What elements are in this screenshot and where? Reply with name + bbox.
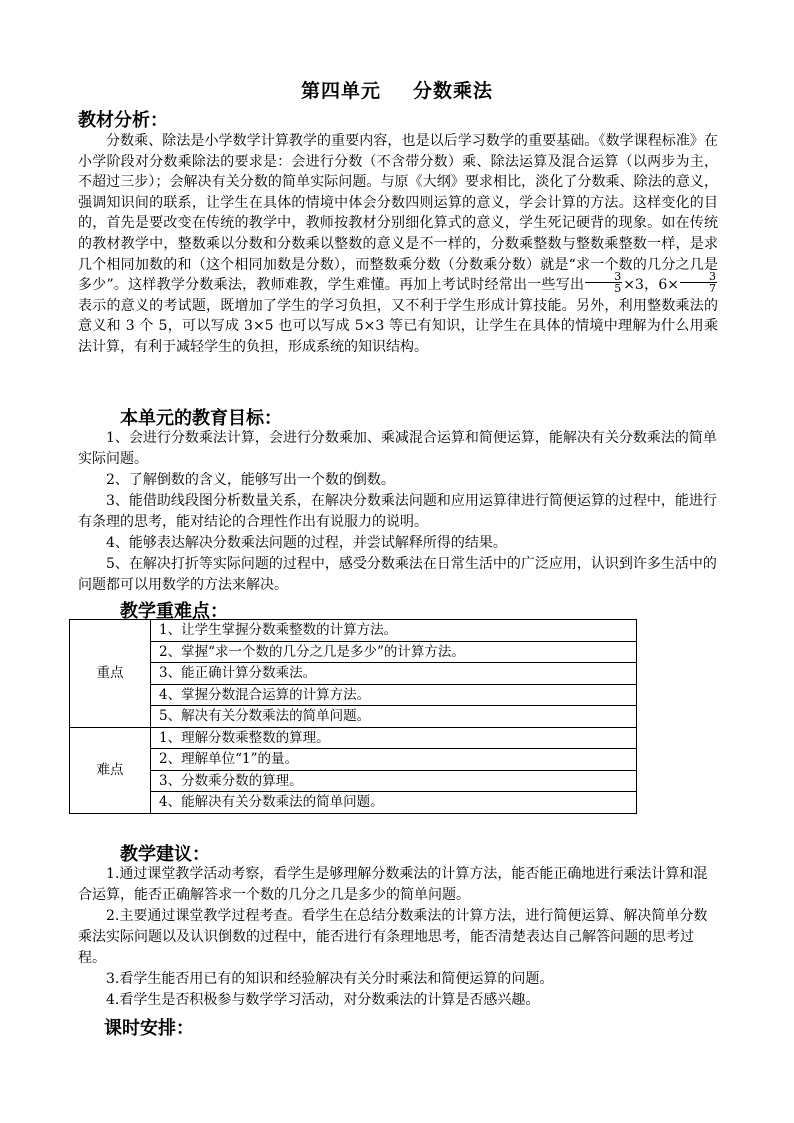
key-points-heading: 教学重难点： xyxy=(120,601,228,622)
table-row xyxy=(70,770,637,792)
table-row xyxy=(70,749,637,771)
key-points-table xyxy=(69,619,637,814)
fraction-three-fifths: $\frac{3}{5}$ xyxy=(585,271,622,294)
analysis-heading: 教材分析： xyxy=(78,110,168,131)
analysis-expression: ×3，6× xyxy=(623,277,679,294)
focus-item: 3、能正确计算分数乘法。 xyxy=(151,663,637,685)
goal-item-4: 4、能够表达解决分数乘法问题的过程，并尝试解释所得的结果。 xyxy=(106,535,507,551)
analysis-text-after: 表示的意义的考试题，既增加了学生的学习负担，又不利于学生形成计算技能。另外，利用整数乘法的意义和 3 个 5，可以写成 3×5 也可以写成 5×3 等已有知识，让学生在具体的情境中理解为什么用乘法计算，有利于减轻学生的负担，形成系统的知识结构。 xyxy=(78,297,718,355)
table-row xyxy=(70,792,637,814)
table-row xyxy=(70,641,637,663)
unit-label: 第四单元 xyxy=(300,80,381,102)
difficulty-item: 1、理解分数乘整数的算理。 xyxy=(151,727,637,749)
difficulty-item: 4、能解决有关分数乘法的简单问题。 xyxy=(151,792,637,814)
suggestion-item-2: 2.主要通过课堂教学过程考查。看学生在总结分数乘法的计算方法，进行简便运算、解决简单分数乘法实际问题以及认识倒数的过程中，能否进行有条理地思考，能否清楚表达自己解答问题的思考过程。 xyxy=(78,908,708,966)
goal-item-3: 3、能借助线段图分析数量关系，在解决分数乘法问题和应用运算律进行简便运算的过程中，能进行有条理的思考，能对结论的合理性作出有说服力的说明。 xyxy=(78,493,717,530)
table-row xyxy=(70,706,637,728)
suggestions-heading: 教学建议： xyxy=(120,844,210,865)
analysis-paragraph xyxy=(78,131,718,358)
analysis-text-main: 分数乘、除法是小学数学计算教学的重要内容，也是以后学习数学的重要基础。《数学课程标准》在小学阶段对分数乘除法的要求是：会进行分数（不含带分数）乘、除法运算及混合运算（以两步为主，不超过三步）；会解决有关分数的简单实际问题。与原《大纲》要求相比，淡化了分数乘、除法的意义，强调知识间的联系，让学生在具体的情境中体会分数四则运算的意义，学会计算的方法。这样变化的目的，首先是要改变在传统的教学中，教师按教材分别细化算式的意义，学生死记硬背的现象。如在传统的教材教学中，整数乘以分数和分数乘以整数的意义是不一样的，分数乘整数与整数乘整数一样，是求几个相同加数的和（这个相同加数是分数），而整数乘分数（分数乘分数）就是“求一个数的几分之几是多少”。这样教学分数乘法，教师难教，学生难懂。再加上考试时经常出一些写出 xyxy=(78,133,718,294)
goal-item-1: 1、会进行分数乘法计算，会进行分数乘加、乘减混合运算和简便运算，能解决有关分数乘法的简单实际问题。 xyxy=(78,430,717,467)
goals-heading: 本单元的教育目标： xyxy=(120,408,282,429)
page-title xyxy=(0,76,794,103)
difficulty-item: 2、理解单位“1”的量。 xyxy=(151,749,637,771)
suggestion-item-3: 3.看学生能否用已有的知识和经验解决有关分时乘法和简便运算的问题。 xyxy=(106,971,554,987)
table-row xyxy=(70,727,637,749)
difficulty-item: 3、分数乘分数的算理。 xyxy=(151,770,637,792)
focus-label: 重点 xyxy=(70,620,151,728)
goal-item-5: 5、在解决打折等实际问题的过程中，感受分数乘法在日常生活中的广泛应用，认识到许多生活中的问题都可以用数学的方法来解决。 xyxy=(78,556,717,593)
fraction-three-sevenths: $\frac{3}{7}$ xyxy=(680,271,717,294)
difficulty-label: 难点 xyxy=(70,727,151,813)
schedule-heading: 课时安排： xyxy=(104,1018,194,1039)
unit-topic: 分数乘法 xyxy=(413,80,494,102)
focus-item: 4、掌握分数混合运算的计算方法。 xyxy=(151,684,637,706)
table-row xyxy=(70,684,637,706)
goal-item-2: 2、了解倒数的含义，能够写出一个数的倒数。 xyxy=(106,472,395,488)
focus-item: 1、让学生掌握分数乘整数的计算方法。 xyxy=(151,620,637,642)
focus-item: 5、解决有关分数乘法的简单问题。 xyxy=(151,706,637,728)
suggestion-item-1: 1.通过课堂教学活动考察，看学生是够理解分数乘法的计算方法，能否能正确地进行乘法计算和混合运算，能否正确解答求一个数的几分之几是多少的简单问题。 xyxy=(78,866,708,903)
focus-item: 2、掌握“求一个数的几分之几是多少”的计算方法。 xyxy=(151,641,637,663)
table-row xyxy=(70,620,637,642)
table-row xyxy=(70,663,637,685)
suggestion-item-4: 4.看学生是否积极参与数学学习活动，对分数乘法的计算是否感兴趣。 xyxy=(106,992,540,1008)
